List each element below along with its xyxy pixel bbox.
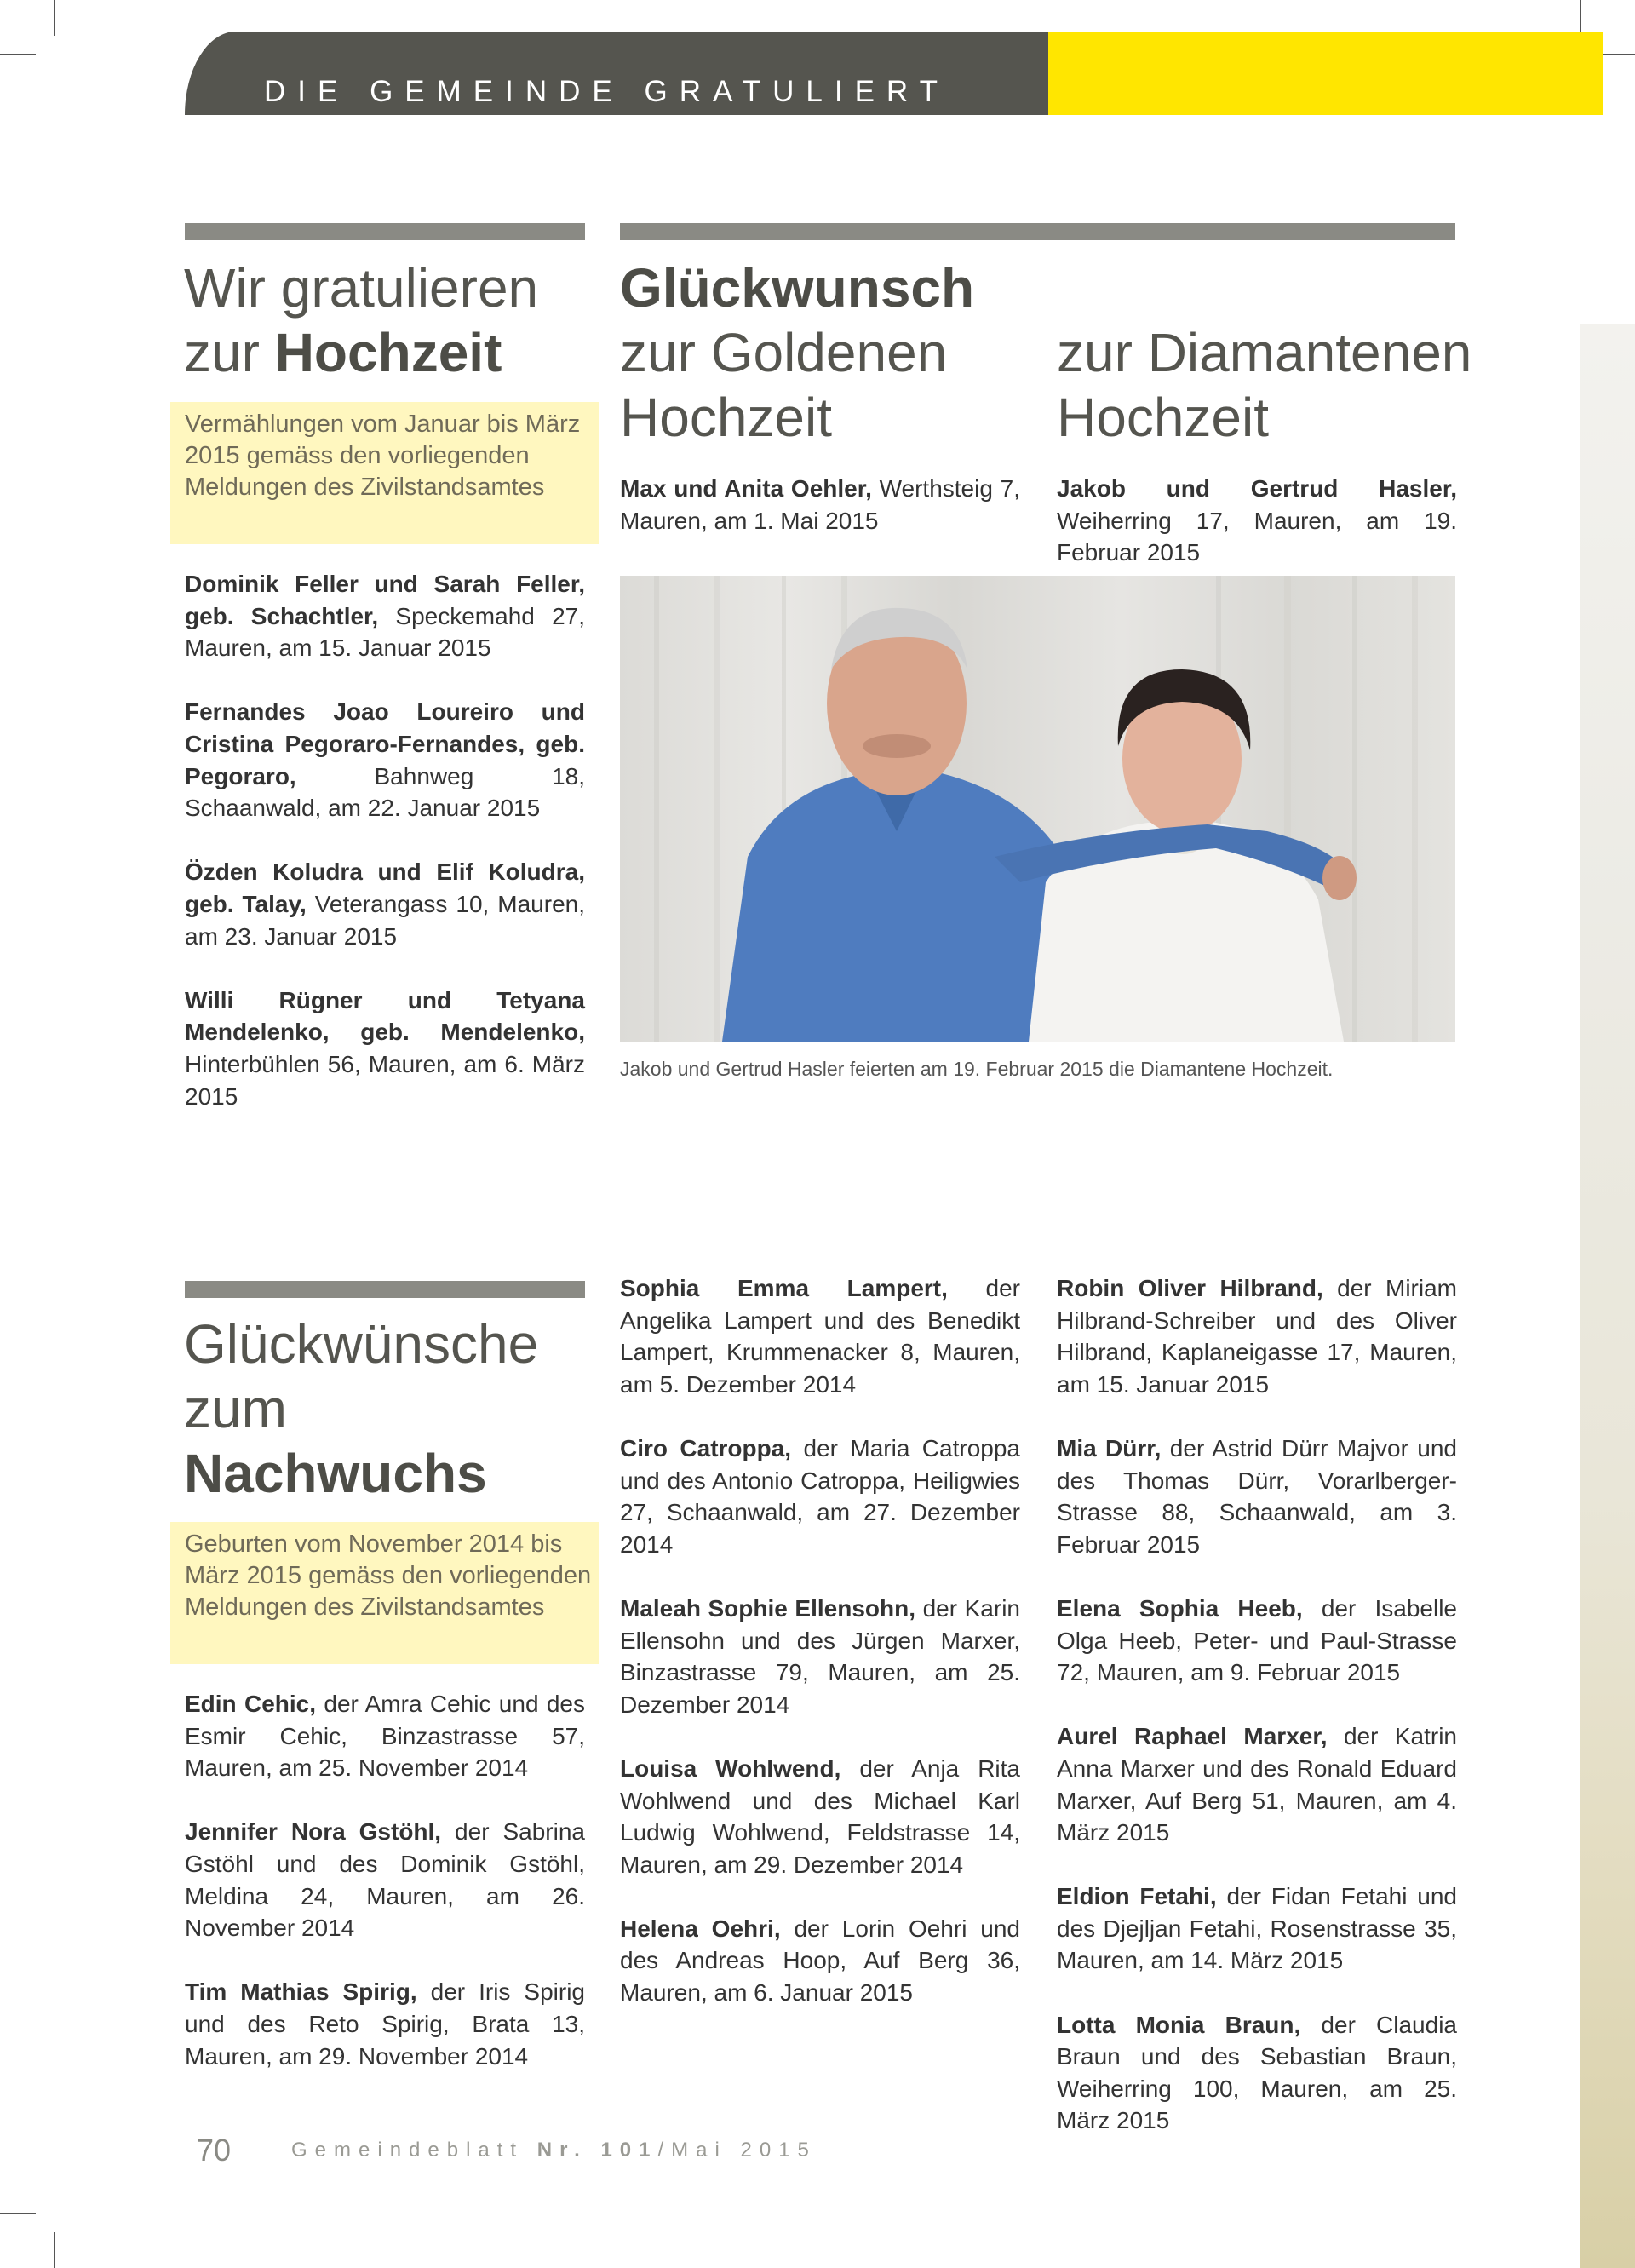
hochzeit-heading-prefix: zur bbox=[184, 322, 275, 383]
page-number: 70 bbox=[197, 2133, 232, 2168]
list-item bbox=[185, 568, 585, 664]
list-item bbox=[1057, 1720, 1457, 1848]
crop-mark bbox=[54, 2232, 55, 2268]
entry-name: Fernandes Joao Loureiro und Cristina Pegoraro-Fernandes, geb. Pegoraro, bbox=[185, 698, 585, 789]
list-item bbox=[1057, 1272, 1457, 1400]
golden-heading-line2: Hochzeit bbox=[620, 387, 832, 448]
entry-name: Sophia Emma Lampert, bbox=[620, 1275, 948, 1301]
list-item bbox=[620, 1272, 1020, 1400]
entry-name: Jennifer Nora Gstöhl, bbox=[185, 1818, 442, 1846]
entry-details: Hinterbühlen 56, Mauren, am 6. März 2015 bbox=[185, 1050, 585, 1110]
crop-mark bbox=[1599, 54, 1635, 55]
nachwuchs-heading bbox=[184, 1312, 610, 1506]
section-header-title: DIE GEMEINDE GRATULIERT bbox=[264, 75, 949, 108]
entry-details: der Fidan Fetahi und des Djejljan Fetahi, Rosenstrasse 35, Mauren, am 14. März 2015 bbox=[1057, 1883, 1458, 1974]
entry-name: Dominik Feller und Sarah Feller, geb. Schachtler, bbox=[185, 571, 585, 629]
entry-name: Mia Dürr, bbox=[1057, 1434, 1162, 1461]
crop-mark bbox=[0, 2213, 36, 2214]
entry-details: der Katrin Anna Marxer und des Ronald Eduard Marxer, Auf Berg 51, Mauren, am 4. März 2015 bbox=[1057, 1723, 1458, 1846]
entry-name: Jakob und Gertrud Hasler, bbox=[1057, 475, 1457, 502]
golden-heading-line1: zur Goldenen bbox=[620, 322, 948, 383]
entry-name: Özden Koludra und Elif Koludra, geb. Talay, bbox=[185, 858, 585, 917]
hochzeit-list bbox=[185, 568, 585, 1145]
hochzeit-heading-bold: Hochzeit bbox=[274, 322, 502, 383]
hochzeit-heading bbox=[184, 256, 610, 385]
entry-details: der Angelika Lampert und des Benedikt Lampert, Krummenacker 8, Mauren, am 5. Dezember 2014 bbox=[620, 1275, 1021, 1398]
entry-details: der Claudia Braun und des Sebastian Braun, Weiherring 100, Mauren, am 25. März 2015 bbox=[1057, 2011, 1457, 2134]
entry-details: der Isabelle Olga Heeb, Peter- und Paul-Strasse 72, Mauren, am 9. Februar 2015 bbox=[1057, 1594, 1457, 1686]
list-item bbox=[1057, 1593, 1457, 1689]
list-item bbox=[1057, 1433, 1457, 1560]
entry-details: Veterangass 10, Mauren, am 23. Januar 2015 bbox=[185, 890, 585, 950]
entry-details: der Amra Cehic und des Esmir Cehic, Binzastrasse 57, Mauren, am 25. November 2014 bbox=[185, 1691, 585, 1782]
glueckwunsch-heading-bold: Glückwunsch bbox=[620, 257, 975, 319]
magazine-name: Gemeindeblatt bbox=[291, 2139, 537, 2162]
list-item bbox=[620, 1913, 1020, 2009]
entry-name: Louisa Wohlwend, bbox=[620, 1754, 841, 1782]
nachwuchs-heading-bold: Nachwuchs bbox=[184, 1443, 487, 1504]
list-item bbox=[185, 1976, 585, 2072]
entry-details: Werthsteig 7, Mauren, am 1. Mai 2015 bbox=[620, 475, 1020, 534]
entry-name: Eldion Fetahi, bbox=[1057, 1883, 1217, 1910]
glueckwunsch-heading bbox=[620, 256, 1063, 450]
list-item bbox=[620, 1433, 1020, 1560]
section-rule bbox=[185, 1281, 585, 1298]
crop-mark bbox=[0, 54, 36, 55]
page-edge-bleed bbox=[1580, 324, 1635, 2268]
entry-name: Helena Oehri, bbox=[620, 1915, 781, 1942]
list-item bbox=[1057, 1880, 1457, 1977]
nachwuchs-info-text: Geburten vom November 2014 bis März 2015 gemäss den vorliegenden Meldungen des Zivilstandsamtes bbox=[185, 1530, 592, 1621]
entry-details: Bahnweg 18, Schaanwald, am 22. Januar 2015 bbox=[185, 762, 585, 822]
entry-details: der Miriam Hilbrand-Schreiber und des Oliver Hilbrand, Kaplaneigasse 17, Mauren, am 15. Januar 2015 bbox=[1057, 1275, 1457, 1398]
magazine-footer bbox=[291, 2139, 817, 2162]
couple-photo-illustration bbox=[620, 576, 1455, 1042]
entry-name: Lotta Monia Braun, bbox=[1057, 2011, 1301, 2038]
entry-details: der Sabrina Gstöhl und des Dominik Gstöhl, Meldina 24, Mauren, am 26. November 2014 bbox=[185, 1818, 585, 1942]
magazine-date: /Mai 2015 bbox=[657, 2139, 817, 2162]
nachwuchs-list-col3 bbox=[1057, 1272, 1457, 2169]
entry-details: Speckemahd 27, Mauren, am 15. Januar 2015 bbox=[185, 602, 585, 662]
hochzeit-info-text: Vermählungen vom Januar bis März 2015 gemäss den vorliegenden Meldungen des Zivilstandsamtes bbox=[185, 411, 581, 501]
entry-name: Edin Cehic, bbox=[185, 1691, 317, 1717]
nachwuchs-list-col2 bbox=[620, 1272, 1020, 2041]
nachwuchs-info-box bbox=[170, 1522, 599, 1664]
diamond-heading-line2: Hochzeit bbox=[1057, 387, 1269, 448]
magazine-issue: Nr. 101 bbox=[536, 2139, 658, 2162]
list-item bbox=[620, 1753, 1020, 1880]
entry-details: Weiherring 17, Mauren, am 19. Februar 2015 bbox=[1057, 507, 1457, 566]
entry-name: Robin Oliver Hilbrand, bbox=[1057, 1275, 1323, 1301]
list-item bbox=[620, 1593, 1020, 1720]
entry-name: Maleah Sophie Ellensohn, bbox=[620, 1594, 915, 1622]
entry-details: der Maria Catroppa und des Antonio Catroppa, Heiligwies 27, Schaanwald, am 27. Dezember 2014 bbox=[620, 1434, 1020, 1558]
crop-mark bbox=[1580, 0, 1581, 36]
nachwuchs-list-col1 bbox=[185, 1688, 585, 2104]
entry-name: Elena Sophia Heeb, bbox=[1057, 1594, 1303, 1622]
diamond-heading bbox=[1057, 320, 1500, 450]
list-item bbox=[620, 473, 1020, 537]
section-rule bbox=[620, 223, 1455, 240]
nachwuchs-heading-line2: zum bbox=[184, 1378, 287, 1439]
photo-caption: Jakob und Gertrud Hasler feierten am 19. Februar 2015 die Diamantene Hochzeit. bbox=[620, 1058, 1334, 1080]
list-item bbox=[185, 856, 585, 952]
list-item bbox=[185, 1688, 585, 1784]
list-item bbox=[1057, 2009, 1457, 2137]
entry-details: der Lorin Oehri und des Andreas Hoop, Auf Berg 36, Mauren, am 6. Januar 2015 bbox=[620, 1915, 1020, 2007]
diamond-heading-line1: zur Diamantenen bbox=[1057, 322, 1472, 383]
entry-name: Willi Rügner und Tetyana Mendelenko, geb. Mendelenko, bbox=[185, 986, 585, 1046]
entry-details: der Iris Spirig und des Reto Spirig, Brata 13, Mauren, am 29. November 2014 bbox=[185, 1978, 586, 2070]
list-item bbox=[185, 985, 585, 1112]
entry-name: Tim Mathias Spirig, bbox=[185, 1978, 417, 2006]
list-item bbox=[185, 1816, 585, 1944]
hochzeit-info-box bbox=[170, 402, 599, 544]
entry-details: der Karin Ellensohn und des Jürgen Marxer, Binzastrasse 79, Mauren, am 25. Dezember 2014 bbox=[620, 1594, 1020, 1718]
entry-name: Aurel Raphael Marxer, bbox=[1057, 1723, 1328, 1750]
entry-name: Max und Anita Oehler, bbox=[620, 475, 872, 502]
nachwuchs-heading-line1: Glückwünsche bbox=[184, 1313, 539, 1375]
hochzeit-heading-line1: Wir gratulieren bbox=[184, 257, 539, 319]
header-yellow-block bbox=[1048, 32, 1603, 115]
entry-name: Ciro Catroppa, bbox=[620, 1434, 792, 1461]
hochzeit-heading-line2 bbox=[184, 320, 610, 385]
list-item bbox=[1057, 473, 1457, 569]
entry-details: der Astrid Dürr Majvor und des Thomas Dürr, Vorarlberger-Strasse 88, Schaanwald, am 3. Februar 2015 bbox=[1057, 1434, 1457, 1558]
section-rule bbox=[185, 223, 585, 240]
golden-entry bbox=[620, 473, 1020, 569]
entry-details: der Anja Rita Wohlwend und des Michael Karl Ludwig Wohlwend, Feldstrasse 14, Mauren, am 29. Dezember 2014 bbox=[620, 1754, 1020, 1878]
crop-mark bbox=[54, 0, 55, 36]
couple-photo bbox=[620, 576, 1455, 1042]
list-item bbox=[185, 696, 585, 824]
